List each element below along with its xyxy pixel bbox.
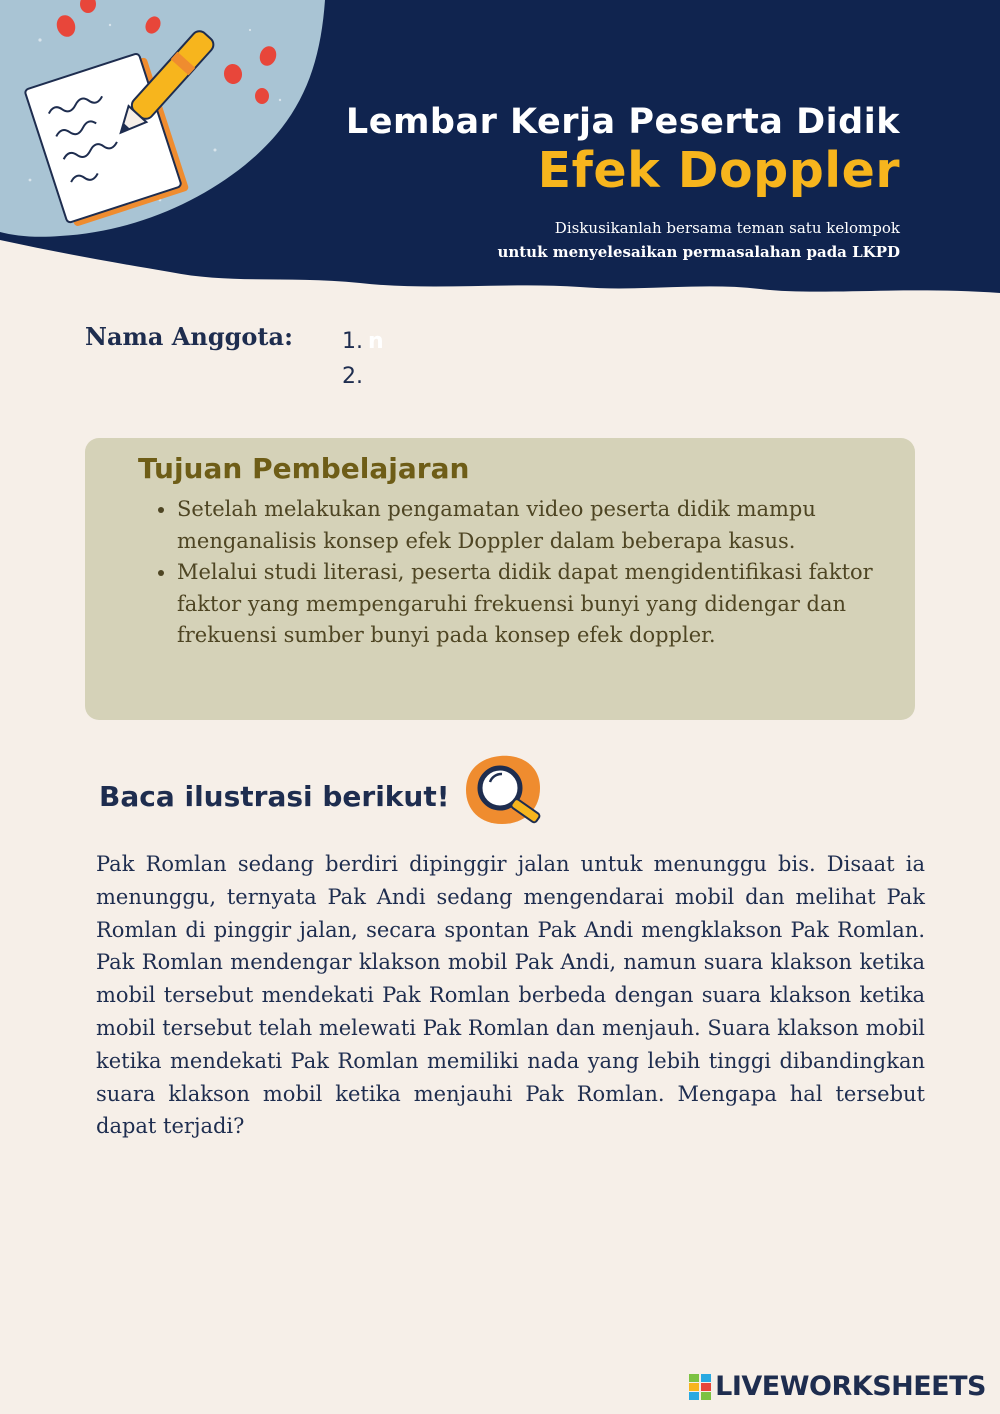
worksheet-title: Lembar Kerja Peserta Didik bbox=[345, 102, 900, 142]
members-list bbox=[342, 324, 384, 394]
footer-brand bbox=[689, 1371, 986, 1402]
topic-title: Efek Doppler bbox=[537, 142, 900, 199]
reading-title: Baca ilustrasi berikut! bbox=[99, 780, 450, 813]
learning-goals-list bbox=[155, 494, 897, 652]
instruction-line-1: Diskusikanlah bersama teman satu kelompok bbox=[554, 219, 900, 237]
magnifier-icon bbox=[460, 752, 556, 828]
illustration-paragraph: Pak Romlan sedang berdiri dipinggir jalan untuk menunggu bis. Disaat ia menunggu, ternyata Pak Andi sedang mengendarai mobil dan melihat Pak Romlan di pinggir jalan, secara spontan Pak Andi mengklakson Pak Romlan. Pak Romlan mendengar klakson mobil Pak Andi, namun suara klakson ketika mobil tersebut mendekati Pak Romlan berbeda dengan suara klakson ketika mobil tersebut telah melewati Pak Romlan dan menjauh. Suara klakson mobil ketika mendekati Pak Romlan memiliki nada yang lebih tinggi dibandingkan suara klakson mobil ketika menjauhi Pak Romlan. Mengapa hal tersebut dapat terjadi? bbox=[96, 852, 925, 1139]
learning-goal-item: • Melalui studi literasi, peserta didik dapat mengidentifikasi faktor faktor yang mempengaruhi frekuensi bunyi yang didengar dan frekuensi sumber bunyi pada konsep efek doppler. bbox=[177, 557, 897, 652]
members-label: Nama Anggota: bbox=[85, 322, 293, 351]
member-name-input[interactable]: n bbox=[368, 329, 384, 354]
footer-brand-text: LIVEWORKSHEETS bbox=[715, 1371, 986, 1402]
member-number: 2. bbox=[342, 364, 363, 389]
member-row bbox=[342, 359, 384, 394]
member-number: 1. bbox=[342, 329, 363, 354]
instruction-line-2: untuk menyelesaikan permasalahan pada LKPD bbox=[497, 243, 900, 261]
notebook-pen-illustration bbox=[0, 0, 330, 240]
member-row bbox=[342, 324, 384, 359]
liveworksheets-logo-icon bbox=[689, 1374, 711, 1400]
learning-goal-item: • Setelah melakukan pengamatan video peserta didik mampu menganalisis konsep efek Doppler dalam beberapa kasus. bbox=[177, 494, 897, 557]
learning-goals-title: Tujuan Pembelajaran bbox=[138, 452, 470, 485]
